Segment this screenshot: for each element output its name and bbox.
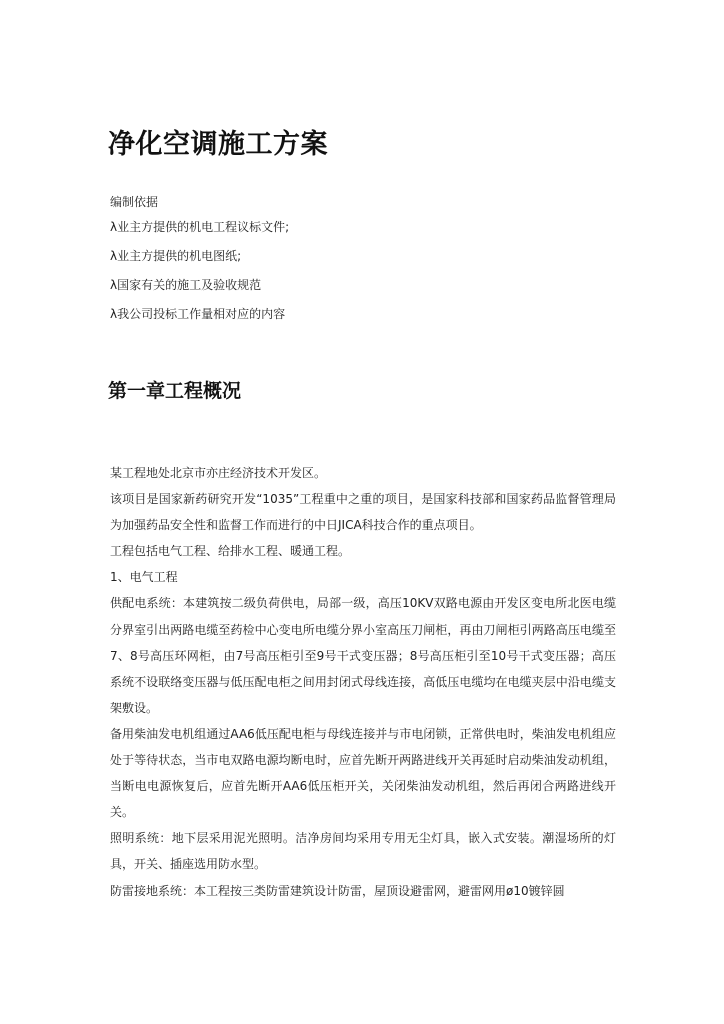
paragraph-lighting: 照明系统：地下层采用泥光照明。洁净房间均采用专用无尘灯具，嵌入式安装。潮湿场所的灯具，开关、插座选用防水型。 (110, 831, 616, 872)
body-text (110, 460, 616, 904)
basis-item: λ我公司投标工作量相对应的内容 (110, 307, 286, 321)
basis-list (110, 218, 289, 334)
basis-item: λ国家有关的施工及验收规范 (110, 278, 262, 292)
paragraph-power-supply: 供配电系统：本建筑按二级负荷供电，局部一级，高压10KV双路电源由开发区变电所北医电缆分界室引出两路电缆至药检中心变电所电缆分界小室高压刀闸柜，再由刀闸柜引两路高压电缆至7、8号高压环网柜，由7号高压柜引至9号干式变压器；8号高压柜引至10号干式变压器；高压系统不设联络变压器与低压配电柜之间用封闭式母线连接，高低压电缆均在电缆夹层中沿电缆支架敷设。 (110, 596, 616, 715)
paragraph-location: 某工程地处北京市亦庄经济技术开发区。 (110, 466, 327, 480)
page-title: 净化空调施工方案 (108, 129, 328, 160)
basis-heading: 编制依据 (110, 195, 159, 209)
paragraph-scope: 工程包括电气工程、给排水工程、暖通工程。 (110, 544, 351, 559)
paragraph-project-background: 该项目是国家新药研究开发“1035”工程重中之重的项目，是国家科技部和国家药品监督管理局为加强药品安全性和监督工作而进行的中日JICA科技合作的重点项目。 (110, 492, 616, 533)
chapter-title: 第一章工程概况 (108, 380, 242, 402)
paragraph-lightning-protection: 防雷接地系统：本工程按三类防雷建筑设计防雷，屋顶设避雷网，避雷网用ø10镀锌圆 (110, 883, 565, 898)
section-heading-electrical: 1、电气工程 (110, 570, 178, 585)
basis-item: λ业主方提供的机电图纸; (110, 249, 242, 263)
basis-item: λ业主方提供的机电工程议标文件; (110, 220, 290, 234)
paragraph-backup-generator: 备用柴油发电机组通过AA6低压配电柜与母线连接并与市电闭锁，正常供电时，柴油发电机组应处于等待状态，当市电双路电源均断电时，应首先断开两路进线开关再延时启动柴油发动机组，当断电电源恢复后，应首先断开AA6低压柜开关，关闭柴油发动机组，然后再闭合两路进线开关。 (110, 726, 616, 820)
